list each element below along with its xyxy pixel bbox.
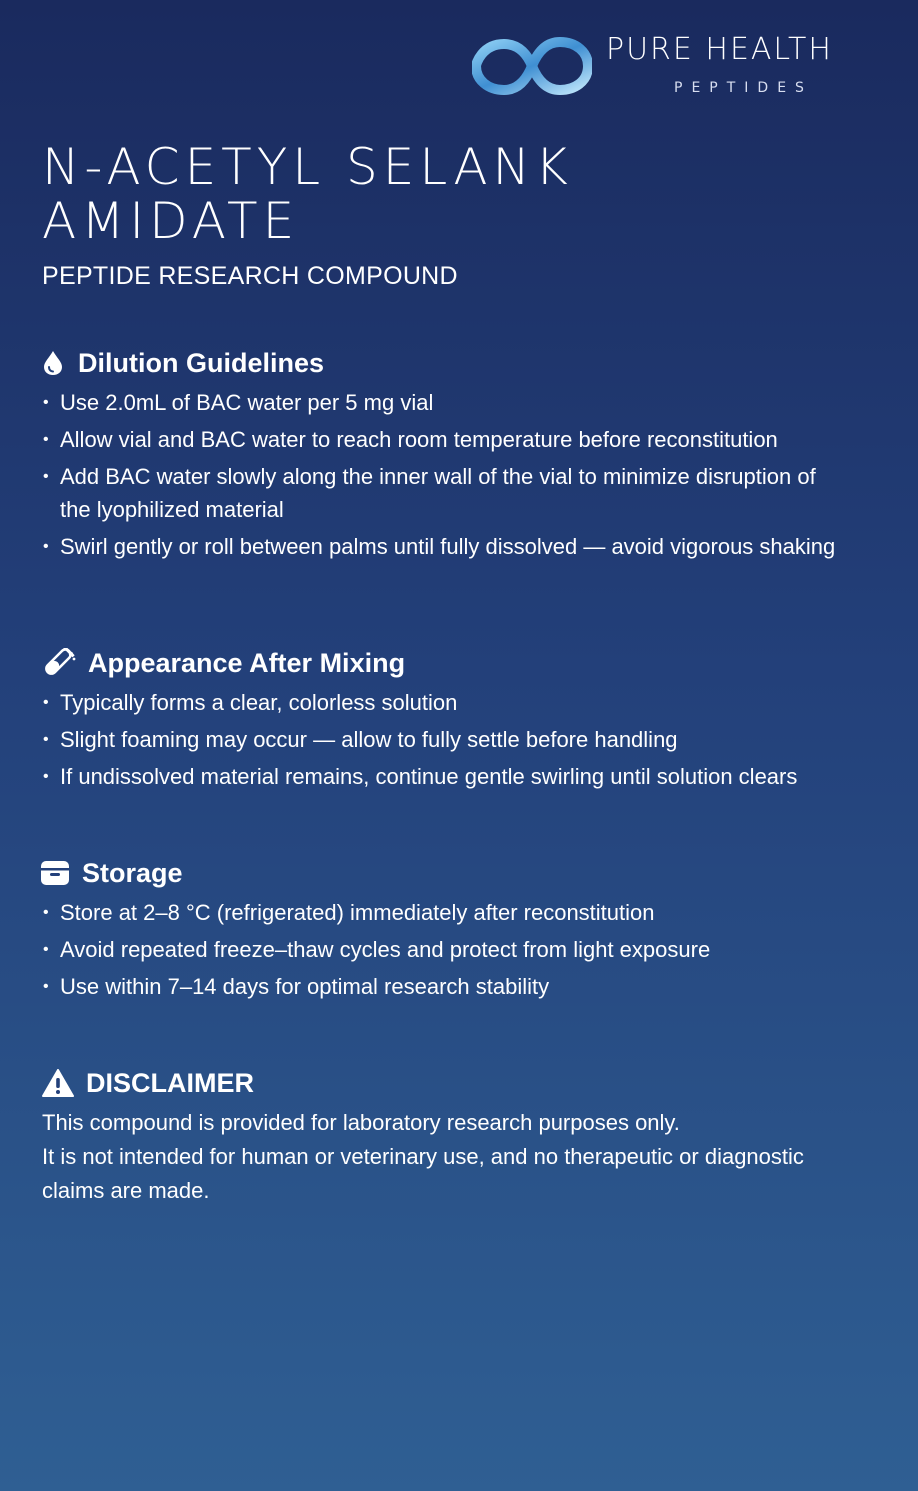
brand-logo (472, 30, 882, 102)
disclaimer-text (42, 1106, 882, 1208)
dilution-heading: Dilution Guidelines (78, 347, 325, 378)
appearance-header (40, 646, 880, 680)
disclaimer-section (42, 1066, 882, 1208)
disclaimer-heading: DISCLAIMER (86, 1067, 254, 1098)
storage-header (40, 856, 880, 890)
list-item: • Typically forms a clear, colorless solution (40, 686, 880, 719)
brand-name: PURE HEALTH (606, 32, 833, 67)
list-item: • Avoid repeated freeze–thaw cycles and protect from light exposure (40, 933, 880, 966)
dilution-list (40, 386, 880, 563)
dilution-section (40, 346, 880, 567)
list-item: • If undissolved material remains, continue gentle swirling until solution clears (40, 760, 880, 793)
storage-list (40, 896, 880, 1003)
page-title-line-1: N-ACETYL SELANK (42, 138, 573, 196)
list-item: • Add BAC water slowly along the inner wall of the vial to minimize disruption of the lyophilized material (40, 460, 820, 526)
dilution-header (40, 346, 880, 380)
appearance-section (40, 646, 880, 797)
list-item: • Allow vial and BAC water to reach room temperature before reconstitution (40, 423, 780, 456)
list-item: • Use 2.0mL of BAC water per 5 mg vial (40, 386, 880, 419)
storage-heading: Storage (82, 857, 183, 888)
disclaimer-header (42, 1066, 882, 1100)
page-title-line-2: AMIDATE (42, 192, 300, 250)
list-item: • Store at 2–8 °C (refrigerated) immediately after reconstitution (40, 896, 880, 929)
list-item: • Use within 7–14 days for optimal research stability (40, 970, 880, 1003)
list-item: • Slight foaming may occur — allow to fully settle before handling (40, 723, 880, 756)
storage-section (40, 856, 880, 1007)
test-tube-icon (40, 649, 76, 677)
brand-subtitle: PEPTIDES (674, 80, 813, 96)
page-title (42, 140, 862, 248)
list-item: • Swirl gently or roll between palms until fully dissolved — avoid vigorous shaking (40, 530, 880, 563)
appearance-heading: Appearance After Mixing (88, 647, 406, 678)
droplet-icon (40, 349, 66, 377)
page-subtitle: PEPTIDE RESEARCH COMPOUND (42, 262, 458, 290)
appearance-list (40, 686, 880, 793)
disclaimer-line-1: This compound is provided for laboratory research purposes only. (42, 1110, 680, 1135)
warning-icon (42, 1069, 74, 1097)
archive-box-icon (40, 859, 70, 887)
infinity-logo-icon (472, 30, 592, 102)
disclaimer-line-2: It is not intended for human or veterinary use, and no therapeutic or diagnostic claims are made. (42, 1144, 804, 1203)
